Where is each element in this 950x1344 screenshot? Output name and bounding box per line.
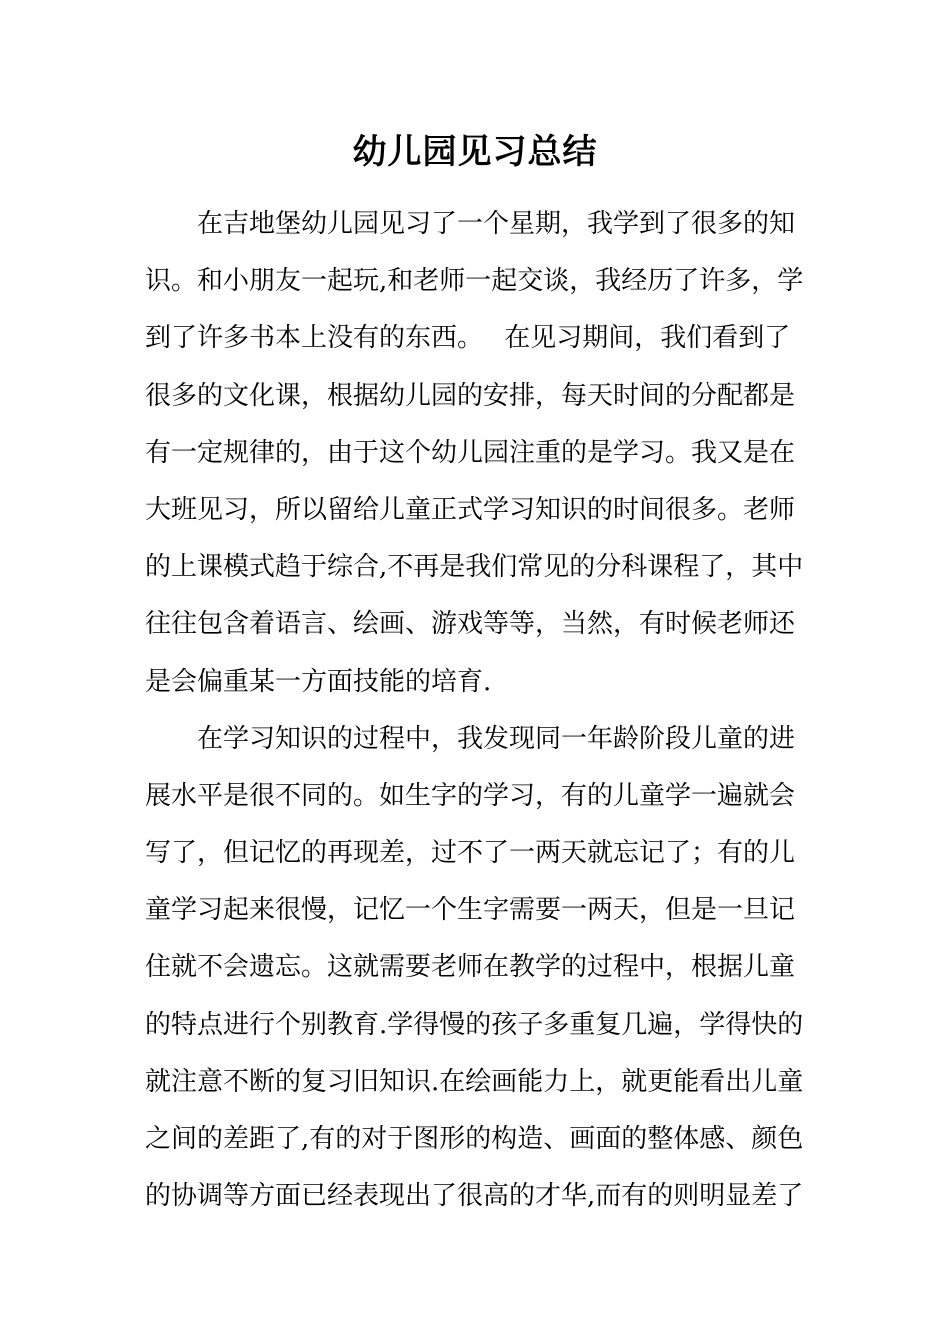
text-line: 之间的差距了,有的对于图形的构造、画面的整体感、颜色 bbox=[145, 1124, 804, 1154]
text-line: 有一定规律的，由于这个幼儿园注重的是学习。我又是在 bbox=[145, 437, 796, 468]
document-title: 幼儿园见习总结 bbox=[352, 132, 598, 172]
text-line: 的特点进行个别教育.学得慢的孩子多重复几遍，学得快的 bbox=[145, 1009, 804, 1040]
text-line: 往往包含着语言、绘画、游戏等等，当然，有时候老师还 bbox=[145, 609, 796, 640]
text-line: 是会偏重某一方面技能的培育. bbox=[145, 666, 492, 697]
document-body bbox=[145, 196, 810, 1225]
text-line: 的上课模式趋于综合,不再是我们常见的分科课程了，其中 bbox=[145, 552, 804, 583]
text-line: 童学习起来很慢，记忆一个生字需要一两天，但是一旦记 bbox=[145, 895, 796, 926]
text-line: 的协调等方面已经表现出了很高的才华,而有的则明显差了 bbox=[145, 1181, 804, 1212]
text-line: 到了许多书本上没有的东西。 在见习期间，我们看到了 bbox=[145, 323, 791, 354]
text-line: 识。和小朋友一起玩,和老师一起交谈，我经历了许多，学 bbox=[145, 266, 804, 297]
text-line: 住就不会遗忘。这就需要老师在教学的过程中，根据儿童 bbox=[145, 952, 796, 983]
text-line: 写了，但记忆的再现差，过不了一两天就忘记了；有的儿 bbox=[145, 838, 796, 869]
text-line: 很多的文化课，根据幼儿园的安排，每天时间的分配都是 bbox=[145, 380, 796, 411]
paragraph-first-line: 在吉地堡幼儿园见习了一个星期，我学到了很多的知 bbox=[197, 209, 796, 239]
text-line: 展水平是很不同的。如生字的学习，有的儿童学一遍就会 bbox=[145, 780, 796, 811]
text-line: 大班见习，所以留给儿童正式学习知识的时间很多。老师 bbox=[145, 494, 796, 525]
paragraph-first-line: 在学习知识的过程中，我发现同一年龄阶段儿童的进 bbox=[197, 723, 796, 754]
text-line: 就注意不断的复习旧知识.在绘画能力上，就更能看出儿童 bbox=[145, 1066, 804, 1097]
